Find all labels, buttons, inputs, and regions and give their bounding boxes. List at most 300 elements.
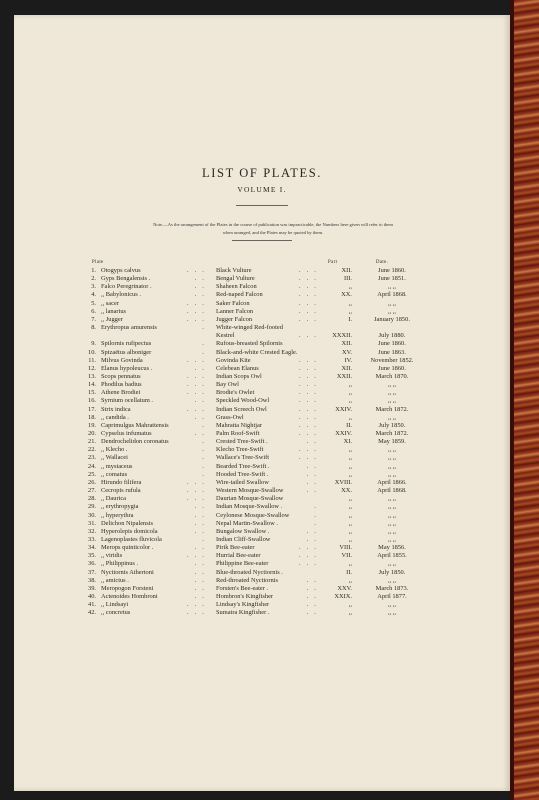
part-number: XXIV. [335, 430, 352, 437]
leader-dots: . . [194, 430, 206, 437]
latin-name: Meropogon Forsteni [101, 584, 154, 592]
leader-dots: . . [194, 584, 206, 592]
date: ,, ,, [388, 576, 396, 584]
page-title: LIST OF PLATES. [202, 166, 322, 180]
plate-number: 4. [91, 291, 96, 299]
date: June 1860. [378, 364, 406, 372]
common-name: Pirik Bee-eater [216, 544, 255, 552]
leader-dots: . . . [299, 560, 318, 568]
common-name: Hurrial Bee-eater [216, 552, 261, 560]
date: March 1870. [375, 372, 409, 380]
date: ,, ,, [388, 381, 396, 389]
part-number: ,, [348, 535, 352, 543]
leader-dots: . . . [299, 372, 318, 380]
latin-name: Strix indica [101, 405, 131, 413]
leader-dots: . . . [187, 389, 206, 397]
note-line-1: —As the arrangement of the Plates in the course of publication was impracticable, the Numbers here given will refer to them [163, 222, 393, 227]
date: April 1868. [377, 291, 407, 299]
leader-dots: . . . [299, 332, 318, 340]
latin-name: Phodilus badius [101, 381, 142, 389]
plate-number: 41. [88, 601, 96, 609]
latin-name: ,, hyperythra [101, 511, 134, 519]
part-number: ,, [348, 389, 352, 397]
common-name: Wire-tailed Swallow [216, 478, 269, 486]
date: ,, ,, [388, 601, 396, 609]
date: June 1851. [378, 275, 406, 283]
date: ,, ,, [388, 609, 396, 617]
common-name: Indian Mosque-Swallow . [216, 503, 283, 511]
plate-number: 5. [91, 299, 96, 307]
part-number: XVIII. [334, 478, 352, 486]
plate-number: 30. [88, 511, 96, 519]
part-number: ,, [348, 609, 352, 617]
leader-dots: . . [306, 593, 318, 600]
part-number: ,, [348, 454, 352, 462]
latin-name: Cecropis rufula [101, 487, 141, 495]
date: ,, ,, [388, 519, 396, 527]
part-number: XII. [341, 340, 352, 348]
leader-dots: . . . [187, 307, 206, 315]
leader-dots: . [202, 438, 206, 446]
plate-number: 13. [88, 372, 96, 380]
common-name: Red-naped Falcon [216, 291, 263, 299]
leader-dots: . . [194, 364, 206, 372]
latin-name: ,, Jugger [101, 315, 123, 323]
plate-number: 40. [88, 593, 96, 600]
part-number: XI. [343, 438, 352, 446]
part-number: XX. [341, 487, 352, 495]
date: ,, ,, [388, 560, 396, 568]
part-number: ,, [348, 381, 352, 389]
leader-dots: . . . [299, 421, 318, 429]
plate-number: 34. [88, 544, 96, 552]
leader-dots: . . [194, 527, 206, 535]
leader-dots: . . [306, 438, 318, 446]
plate-number: 11. [88, 356, 96, 364]
date: January 1850. [374, 315, 410, 323]
plate-number: 26. [88, 478, 96, 486]
leader-dots: . . . [299, 267, 318, 274]
part-number: XXXII. [332, 332, 352, 340]
leader-dots: . . . [299, 381, 318, 389]
latin-name: Caprimulgus Mahrattensis [101, 421, 169, 429]
leader-dots: . . [306, 584, 318, 592]
plate-number: 19. [88, 421, 96, 429]
common-name: Lanner Falcon [216, 307, 254, 315]
leader-dots: . . . [299, 405, 318, 413]
date: July 1880. [378, 332, 406, 340]
leader-dots: . . . [299, 397, 318, 405]
latin-name: Cypselus infumatus [101, 430, 152, 437]
leader-dots: . [202, 470, 206, 478]
leader-dots: . . . [299, 299, 318, 307]
date: ,, ,, [388, 511, 396, 519]
plate-number: 14. [88, 381, 96, 389]
part-number: XXV. [337, 584, 352, 592]
latin-name: ,, sacer [101, 299, 119, 307]
latin-name: Actenoides Hombroni [101, 593, 158, 600]
leader-dots: . . [194, 544, 206, 552]
leader-dots: . [202, 454, 206, 462]
common-name: Bay Owl [216, 381, 239, 389]
date: ,, ,, [388, 535, 396, 543]
plate-number: 35. [88, 552, 96, 560]
part-number: ,, [348, 576, 352, 584]
latin-name: ,, Lindsayi [101, 601, 129, 609]
leader-dots: . . [194, 576, 206, 584]
part-number: XXIX. [334, 593, 352, 600]
latin-name: ,, concretus [101, 609, 131, 617]
leader-dots: . . . [187, 299, 206, 307]
date-column-header: Date. [376, 260, 389, 265]
leader-dots: . [202, 340, 206, 348]
note-label: Note. [153, 222, 164, 227]
note-line-2: when arranged, and the Plates may be quoted by them. [222, 230, 324, 235]
leader-dots: . . . [187, 381, 206, 389]
leader-dots: . . [194, 503, 206, 511]
leader-dots: . . . [187, 372, 206, 380]
date: ,, ,, [388, 446, 396, 454]
common-name: Kestrel [216, 332, 235, 340]
leader-dots: . [202, 348, 206, 356]
common-name: Speckled Wood-Owl [216, 397, 270, 405]
latin-name: Merops quinticolor . [101, 544, 154, 552]
leader-dots: . . . [299, 315, 318, 323]
plate-number: 22. [88, 446, 96, 454]
publication-note [108, 221, 438, 237]
leader-dots: . . . [299, 307, 318, 315]
common-name: Celebean Elanus [216, 364, 259, 372]
leader-dots: . . [306, 535, 318, 543]
common-name: Black Vulture [216, 267, 252, 274]
leader-dots: . [314, 511, 318, 519]
date: ,, ,, [388, 397, 396, 405]
plate-number: 29. [88, 503, 96, 511]
latin-name: ,, Wallacei [101, 454, 128, 462]
latin-name: ,, mystaceus [101, 462, 133, 470]
latin-name: Hirundo filifera [101, 478, 142, 486]
leader-dots: . . . [187, 315, 206, 323]
common-name: Hombron's Kingfisher [216, 593, 274, 600]
leader-dots: . . [194, 397, 206, 405]
leader-dots: . . . [299, 430, 318, 437]
date: March 1873. [375, 584, 409, 592]
leader-dots: . [202, 462, 206, 470]
common-name: Philippine Bee-eater [216, 560, 269, 568]
common-name: White-winged Red-footed [216, 324, 283, 332]
part-number: XII. [341, 364, 352, 372]
latin-name: Erythropus amurensis [101, 324, 157, 332]
date: April 1868. [377, 487, 407, 495]
latin-name: Spizaëtus alboniger [101, 348, 152, 356]
part-column-header: Part [328, 260, 338, 265]
leader-dots: . . [306, 487, 318, 495]
date: ,, ,, [388, 462, 396, 470]
latin-name: Hyperolepis domicola [101, 527, 158, 535]
leader-dots: . . [194, 593, 206, 600]
plate-number: 38. [88, 576, 96, 584]
plate-number: 42. [88, 609, 96, 617]
part-number: ,, [348, 519, 352, 527]
leader-dots: . [314, 503, 318, 511]
common-name: Rufous-breasted Spilornis [216, 340, 283, 348]
date: April 1877. [377, 593, 407, 600]
latin-name: Athene Brodiei [101, 389, 141, 397]
part-number: III. [344, 275, 352, 283]
leader-dots: . . . [299, 283, 318, 291]
leader-dots: . [202, 535, 206, 543]
plate-number: 23. [88, 454, 96, 462]
common-name: Crested Tree-Swift . [216, 438, 268, 446]
leader-dots: . . . [299, 364, 318, 372]
plate-number: 31. [88, 519, 96, 527]
plate-number: 28. [88, 495, 96, 503]
leader-dots: . . . [299, 552, 318, 560]
common-name: Klecho Tree-Swift [216, 446, 264, 454]
part-number: I. [348, 315, 352, 323]
leader-dots: . . . [187, 267, 206, 274]
leader-dots: . . [306, 470, 318, 478]
date: March 1872. [375, 405, 409, 413]
part-number: II. [346, 421, 352, 429]
date: ,, ,, [388, 299, 396, 307]
date: ,, ,, [388, 413, 396, 421]
leader-dots: . . . [187, 552, 206, 560]
plate-number: 3. [91, 283, 96, 291]
latin-name: ,, Klecho . [101, 446, 128, 454]
part-number: ,, [348, 511, 352, 519]
leader-dots: . . . [299, 446, 318, 454]
part-number: ,, [348, 601, 352, 609]
book-spine-edge [510, 0, 539, 800]
part-number: ,, [348, 470, 352, 478]
leader-dots: . [202, 446, 206, 454]
common-name: Wallace's Tree-Swift [216, 454, 269, 462]
common-name: Shaheen Falcon [216, 283, 257, 291]
part-number: II. [346, 568, 352, 576]
date: April 1866. [377, 478, 407, 486]
date: ,, ,, [388, 283, 396, 291]
title-divider [236, 205, 288, 206]
leader-dots: . . . [187, 405, 206, 413]
part-number: IV. [344, 356, 352, 364]
leader-dots: . [202, 324, 206, 332]
part-number: XII. [341, 267, 352, 274]
part-number: ,, [348, 503, 352, 511]
date: ,, ,, [388, 495, 396, 503]
date: November 1852. [370, 356, 414, 364]
leader-dots: . . . [187, 495, 206, 503]
part-number: ,, [348, 462, 352, 470]
latin-name: Milvus Govinda [101, 356, 143, 364]
latin-name: ,, amictus . [101, 576, 129, 584]
latin-name: Falco Peregrinator . [101, 283, 152, 291]
common-name: Red-throated Nyctiornis [216, 576, 278, 584]
volume-label: VOLUME I. [237, 185, 287, 194]
leader-dots: . . [194, 291, 206, 299]
leader-dots: . . [306, 462, 318, 470]
part-number: ,, [348, 413, 352, 421]
plate-number: 39. [88, 584, 96, 592]
plate-number: 24. [88, 462, 96, 470]
leader-dots: . . . [187, 609, 206, 617]
date: May 1856. [378, 544, 406, 552]
common-name: Indian Screech Owl [216, 405, 267, 413]
part-number: ,, [348, 283, 352, 291]
latin-name: Otogyps calvus [101, 267, 141, 274]
common-name: Palm Roof-Swift [216, 430, 260, 437]
common-name: Bengal Vulture [216, 275, 255, 283]
plate-number: 10. [88, 348, 96, 356]
common-name: Black-and-white Crested Eagle. [216, 348, 298, 356]
common-name: Nepal Martin-Swallow . [216, 519, 278, 527]
leader-dots: . . [194, 519, 206, 527]
part-number: XXIV. [335, 405, 352, 413]
common-name: Hooded Tree-Swift . [216, 470, 269, 478]
part-number: ,, [348, 397, 352, 405]
part-number: XXII. [336, 372, 352, 380]
latin-name: Scops pennatus [101, 372, 141, 380]
leader-dots: . . [306, 601, 318, 609]
leader-dots: . . . [187, 478, 206, 486]
plate-number: 33. [88, 535, 96, 543]
date: June 1863. [378, 348, 406, 356]
leader-dots: . . [194, 560, 206, 568]
latin-name: ,, viridis [101, 552, 123, 560]
leader-dots: . . [194, 283, 206, 291]
plate-number: 32. [88, 527, 96, 535]
date: March 1872. [375, 430, 409, 437]
common-name: Saker Falcon [216, 299, 250, 307]
part-number: ,, [348, 527, 352, 535]
leader-dots: . [202, 421, 206, 429]
plate-number: 15. [88, 389, 96, 397]
leader-dots: . . [194, 511, 206, 519]
latin-name: Dendrochelidon coronatus [101, 438, 169, 446]
date: ,, ,, [388, 527, 396, 535]
plate-number: 36. [88, 560, 96, 568]
leader-dots: . . . [299, 413, 318, 421]
date: ,, ,, [388, 503, 396, 511]
common-name: Sumatra Kingfisher . [216, 609, 270, 617]
date: ,, ,, [388, 470, 396, 478]
leader-dots: . . . [299, 544, 318, 552]
latin-name: ,, candida . [101, 413, 129, 421]
date: June 1860. [378, 340, 406, 348]
date: April 1855. [377, 552, 407, 560]
latin-name: ,, Babylonicus . [101, 291, 141, 299]
latin-name: Elanus hypoleucus . [101, 364, 153, 372]
date: ,, ,, [388, 389, 396, 397]
latin-name: ,, erythropygia [101, 503, 139, 511]
part-number: ,, [348, 446, 352, 454]
plate-number: 9. [91, 340, 96, 348]
leader-dots: . . . [187, 487, 206, 495]
leader-dots: . . [194, 568, 206, 576]
plate-number: 37. [88, 568, 96, 576]
leader-dots: . . [306, 527, 318, 535]
latin-name: Spilornis rufipectus [101, 340, 152, 348]
date: June 1860. [378, 267, 406, 274]
part-number: XV. [341, 348, 352, 356]
leader-dots: . . . [299, 291, 318, 299]
common-name: Bungalow Swallow . [216, 527, 270, 535]
plate-number: 21. [88, 438, 96, 446]
common-name: Brodie's Owlet [216, 389, 255, 397]
part-number: ,, [348, 560, 352, 568]
plate-number: 16. [88, 397, 96, 405]
leader-dots: . . . [187, 356, 206, 364]
leader-dots: . . . [299, 275, 318, 283]
plate-number: 17. [88, 405, 96, 413]
part-number: XX. [341, 291, 352, 299]
plate-number: 20. [88, 430, 96, 437]
common-name: Govinda Kite [216, 356, 251, 364]
part-number: ,, [348, 495, 352, 503]
common-name: Jugger Falcon [216, 315, 253, 323]
plate-number: 12. [88, 364, 96, 372]
latin-name: Gyps Bengalensis . [101, 275, 151, 283]
leader-dots: . . [306, 478, 318, 486]
common-name: Ceylonese Mosque-Swallow [216, 511, 290, 519]
part-number: ,, [348, 299, 352, 307]
plate-number: 27. [88, 487, 96, 495]
date: May 1859. [378, 438, 406, 446]
latin-name: Delichon Nipalensis [101, 519, 154, 527]
common-name: Lindsay's Kingfisher [216, 601, 270, 609]
latin-name: Nyctiornis Athertoni [101, 568, 154, 576]
date: July 1850. [378, 421, 406, 429]
leader-dots: . . . [299, 356, 318, 364]
date: ,, ,, [388, 307, 396, 315]
latin-name: Lagenoplastes fluvicola [101, 535, 162, 543]
latin-name: ,, lanarius [101, 307, 127, 315]
common-name: Mahratta Nightjar [216, 421, 262, 429]
common-name: Forsten's Bee-eater . [216, 584, 269, 592]
plate-number: 7. [91, 315, 96, 323]
plate-number: 8. [91, 324, 96, 332]
common-name: Grass-Owl [216, 413, 244, 421]
latin-name: ,, comatus [101, 470, 128, 478]
common-name: Blue-throated Nyctiornis . [216, 568, 283, 576]
latin-name: ,, Philippinus . [101, 560, 139, 568]
common-name: Bearded Tree-Swift . [216, 462, 270, 470]
part-number: VIII. [339, 544, 352, 552]
plate-number: 18. [88, 413, 96, 421]
plate-number: 1. [91, 267, 96, 274]
leader-dots: . . . [299, 454, 318, 462]
plate-number: 25. [88, 470, 96, 478]
plate-number: 6. [91, 307, 96, 315]
date: July 1850. [378, 568, 406, 576]
part-number: ,, [348, 307, 352, 315]
leader-dots: . . [194, 413, 206, 421]
note-divider [232, 240, 292, 241]
latin-name: Syrnium ocellatum . [101, 397, 154, 405]
common-name: Indian Scops Owl [216, 372, 262, 380]
plate-number: 2. [91, 275, 96, 283]
date: ,, ,, [388, 454, 396, 462]
common-name: Western Mosque-Swallow [216, 487, 284, 495]
latin-name: ,, Daurica [101, 495, 127, 503]
leader-dots: . . [194, 275, 206, 283]
common-name: Indian Cliff-Swallow [216, 535, 271, 543]
leader-dots: . . [306, 576, 318, 584]
common-name: Daurian Mosque-Swallow [216, 495, 284, 503]
part-number: VII. [341, 552, 352, 560]
leader-dots: . . . [187, 601, 206, 609]
leader-dots: . . . [299, 389, 318, 397]
